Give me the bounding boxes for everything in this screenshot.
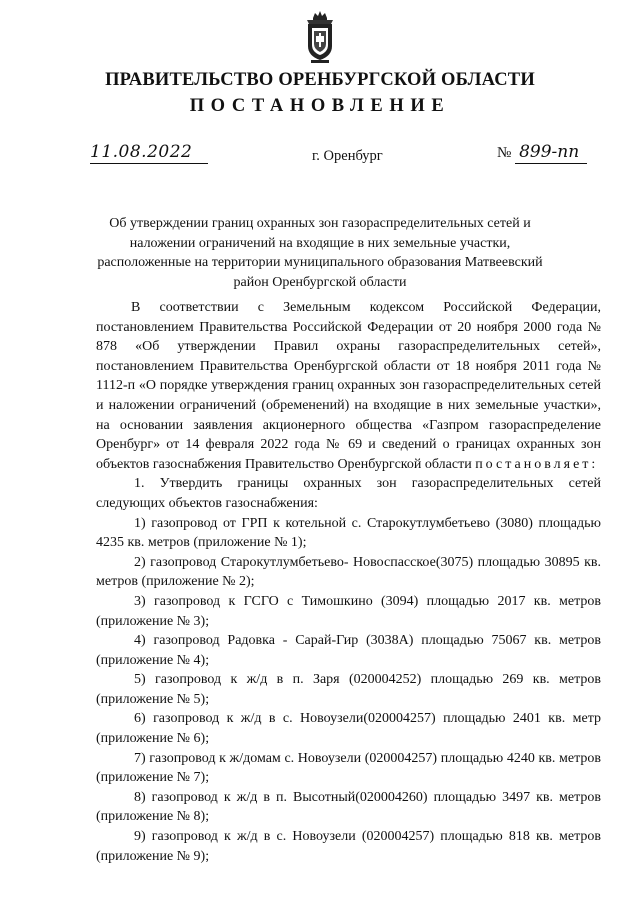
list-item: 8) газопровод к ж/д в п. Высотный(020004260) площадью 3497 кв. метров (приложение № 8); xyxy=(96,789,601,825)
document-date: 11.08.2022 xyxy=(90,142,208,164)
document-body xyxy=(96,298,601,866)
document-title: Об утверждении границ охранных зон газораспределительных сетей и наложении ограничений на входящие в них земельные участки, расположенные на территории муниципального образования Матвеевский район Оренбургской области xyxy=(97,216,543,290)
list-item: 5) газопровод к ж/д в п. Заря (020004252) площадью 269 кв. метров (приложение № 5); xyxy=(96,672,601,707)
document-type: ПОСТАНОВЛЕНИЕ xyxy=(189,96,451,116)
coat-of-arms-icon xyxy=(303,10,337,64)
document-city: г. Оренбург xyxy=(312,148,383,164)
preamble xyxy=(96,298,601,474)
number-prefix: № xyxy=(497,145,512,161)
list-item: 6) газопровод к ж/д в с. Новоузели(020004257) площадью 2401 кв. метр (приложение № 6); xyxy=(96,711,601,747)
list-item: 3) газопровод к ГСГО с Тимошкино (3094) площадью 2017 кв. метров (приложение № 3); xyxy=(96,593,601,629)
list-item: 9) газопровод к ж/д в с. Новоузели (020004257) площадью 818 кв. метров (приложение № 9); xyxy=(96,829,601,864)
list-item: 4) газопровод Радовка - Сарай-Гир (3038А) площадью 75067 кв. метров (приложение № 4); xyxy=(96,633,601,668)
list-item: 2) газопровод Старокутлумбетьево- Новоспасское(3075) площадью 30895 кв. метров (приложение № 2); xyxy=(96,554,601,590)
organization-name: ПРАВИТЕЛЬСТВО ОРЕНБУРГСКОЙ ОБЛАСТИ xyxy=(105,70,535,90)
list-item: 7) газопровод к ж/домам с. Новоузели (020004257) площадью 4240 кв. метров (приложение № 7); xyxy=(96,750,601,786)
list-item: 1) газопровод от ГРП к котельной с. Старокутлумбетьево (3080) площадью 4235 кв. метров (приложение № 1); xyxy=(96,515,601,551)
clause-1: 1. Утвердить границы охранных зон газораспределительных сетей следующих объектов газоснабжения: xyxy=(96,476,601,511)
document-number xyxy=(497,142,587,162)
preamble-text: В соответствии с Земельным кодексом Российской Федерации, постановлением Правительства Российской Федерации от 20 ноября 2000 года № 878 «Об утверждении Правил охраны газораспределительных сетей», постановлением Правительства Оренбургской области от 18 ноября 2011 года № 1112-п «О порядке утверждения границ охранных зон газораспределительных сетей и наложении ограничений (обременений) на входящие в них земельные участки», на основании заявления акционерного общества «Газпром газораспределение Оренбург» от 14 февраля 2022 года № 69 и сведений о границах охранных зон объектов газоснабжения Правительство Оренбургской области xyxy=(96,300,601,472)
number-value: 899-пп xyxy=(515,142,587,164)
resolves-word: постановляет: xyxy=(475,456,599,472)
